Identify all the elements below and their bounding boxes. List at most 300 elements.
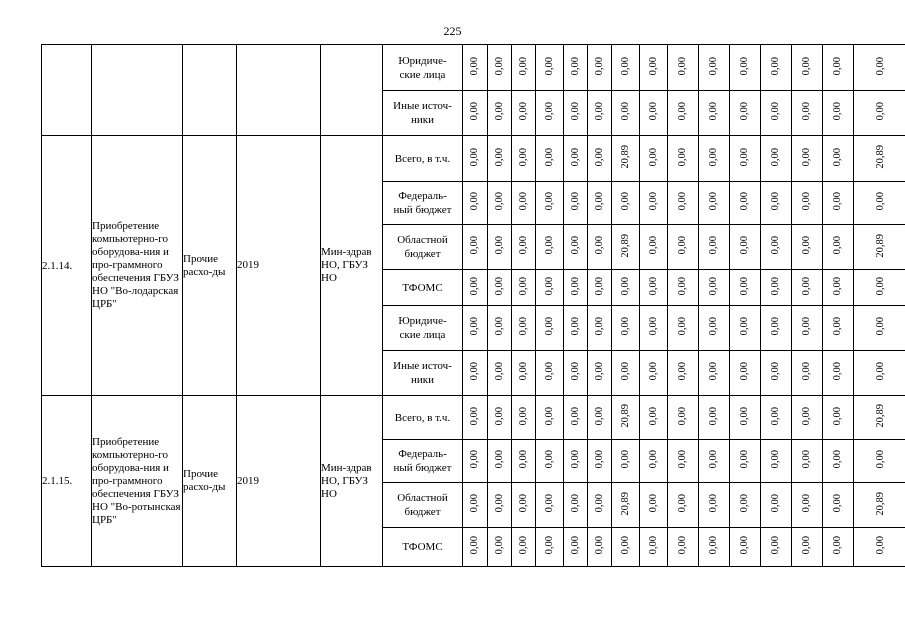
- amount-value: 0,00: [619, 56, 631, 76]
- amount-cell: [792, 182, 823, 225]
- amount-cell: [488, 528, 512, 567]
- amount-value: 0,00: [708, 192, 719, 211]
- amount-value: 0,00: [677, 536, 688, 555]
- amount-value: 0,00: [677, 56, 688, 76]
- amount-value: 0,00: [493, 317, 505, 336]
- amount-value: 0,00: [543, 317, 555, 336]
- amount-value: 0,00: [770, 147, 781, 167]
- amount-value: 0,00: [801, 147, 812, 167]
- amount-value: 0,00: [708, 406, 719, 426]
- amount-cell: [640, 270, 668, 306]
- measure-name-cell: Приобретение компьютерно-го оборудова-ния и про-граммного обеспечения ГБУЗ НО "Во-ротынская ЦРБ": [92, 396, 183, 567]
- funding-source-cell: [383, 306, 463, 351]
- measure-year-cell: [237, 45, 321, 136]
- amount-cell: [488, 182, 512, 225]
- amount-value: 0,00: [832, 276, 843, 296]
- amount-value: 0,00: [770, 362, 781, 381]
- amount-value: 0,00: [708, 317, 719, 336]
- table-row: [42, 136, 905, 182]
- amount-value: 0,00: [517, 192, 529, 211]
- amount-cell: [512, 483, 536, 528]
- amount-cell: [823, 225, 854, 270]
- amount-value: 0,00: [469, 494, 480, 513]
- amount-cell: [640, 396, 668, 440]
- amount-value: 0,00: [832, 102, 843, 121]
- amount-cell: [564, 91, 588, 136]
- amount-value: 0,00: [493, 450, 505, 469]
- table-row: [42, 45, 905, 91]
- amount-cell: [612, 136, 640, 182]
- amount-cell: [792, 440, 823, 483]
- amount-cell: [488, 440, 512, 483]
- amount-value: 0,00: [569, 236, 581, 255]
- amount-value: 0,00: [801, 56, 812, 76]
- amount-value: 0,00: [619, 192, 631, 211]
- amount-cell: [668, 136, 699, 182]
- amount-cell: [668, 528, 699, 567]
- amount-value: 0,00: [469, 406, 480, 426]
- amount-value: 0,00: [593, 147, 605, 167]
- amount-value: 0,00: [593, 362, 605, 381]
- amount-cell: [699, 483, 730, 528]
- amount-cell: [761, 483, 792, 528]
- amount-value: 0,00: [569, 147, 581, 167]
- amount-value: 0,00: [493, 406, 505, 426]
- amount-value: 0,00: [832, 317, 843, 336]
- amount-cell: [792, 270, 823, 306]
- amount-value: 20,89: [874, 404, 886, 428]
- amount-cell: [588, 396, 612, 440]
- amount-value: 0,00: [739, 192, 750, 211]
- amount-value: 0,00: [647, 276, 659, 296]
- amount-cell: [588, 136, 612, 182]
- amount-cell: [612, 45, 640, 91]
- amount-cell: [463, 351, 488, 396]
- measure-type-cell: Прочие расхо-ды: [183, 396, 237, 567]
- amount-value: 0,00: [801, 362, 812, 381]
- amount-value: 20,89: [874, 491, 886, 516]
- amount-cell: [792, 306, 823, 351]
- amount-value: 0,00: [593, 317, 605, 336]
- amount-cell: [488, 396, 512, 440]
- amount-value: 0,00: [543, 56, 555, 76]
- amount-cell: [512, 45, 536, 91]
- amount-cell: [761, 91, 792, 136]
- amount-value: 20,89: [874, 145, 886, 169]
- amount-value: 0,00: [493, 276, 505, 296]
- amount-cell: [792, 351, 823, 396]
- amount-value: 0,00: [569, 56, 581, 76]
- amount-value: 0,00: [770, 236, 781, 255]
- amount-value: 0,00: [493, 362, 505, 381]
- amount-cell: [761, 225, 792, 270]
- amount-cell: [488, 225, 512, 270]
- amount-cell: [699, 225, 730, 270]
- amount-cell: [536, 528, 564, 567]
- amount-cell: [730, 136, 761, 182]
- amount-cell: [536, 351, 564, 396]
- amount-value: 0,00: [543, 147, 555, 167]
- funding-source-label: Иные источ- ники: [393, 360, 452, 386]
- funding-source-label: Юридиче- ские лица: [398, 54, 447, 81]
- amount-cell: [512, 91, 536, 136]
- amount-value: 0,00: [677, 494, 688, 513]
- measure-exec-cell: [321, 45, 383, 136]
- amount-cell: [536, 440, 564, 483]
- amount-value: 0,00: [517, 236, 529, 255]
- amount-value: 0,00: [517, 536, 529, 555]
- funding-source-cell: [383, 483, 463, 528]
- amount-value: 0,00: [801, 536, 812, 555]
- amount-cell: [588, 306, 612, 351]
- amount-value: 0,00: [770, 450, 781, 469]
- amount-value: 0,00: [517, 362, 529, 381]
- amount-cell: [854, 270, 905, 306]
- amount-cell: [730, 396, 761, 440]
- amount-value: 0,00: [493, 56, 505, 76]
- amount-value: 20,89: [619, 491, 631, 516]
- amount-value: 0,00: [832, 406, 843, 426]
- amount-cell: [823, 182, 854, 225]
- amount-value: 0,00: [874, 317, 886, 336]
- amount-value: 0,00: [832, 362, 843, 381]
- amount-value: 0,00: [543, 536, 555, 555]
- amount-cell: [463, 45, 488, 91]
- table-row: [42, 396, 905, 440]
- amount-cell: [640, 528, 668, 567]
- amount-cell: [699, 306, 730, 351]
- amount-cell: [536, 136, 564, 182]
- amount-cell: [699, 270, 730, 306]
- amount-value: 0,00: [619, 450, 631, 469]
- amount-cell: [463, 182, 488, 225]
- measure-code-cell: 2.1.15.: [42, 396, 92, 567]
- amount-cell: [761, 351, 792, 396]
- amount-cell: [612, 270, 640, 306]
- amount-cell: [512, 136, 536, 182]
- amount-cell: [823, 483, 854, 528]
- funding-source-label: Всего, в т.ч.: [394, 152, 451, 165]
- amount-value: 0,00: [517, 406, 529, 426]
- amount-cell: [761, 440, 792, 483]
- amount-value: 0,00: [543, 494, 555, 513]
- amount-cell: [640, 306, 668, 351]
- amount-value: 0,00: [493, 494, 505, 513]
- amount-cell: [730, 306, 761, 351]
- amount-value: 0,00: [493, 236, 505, 255]
- amount-value: 0,00: [874, 536, 886, 555]
- amount-cell: [699, 91, 730, 136]
- amount-cell: [823, 396, 854, 440]
- funding-source-cell: [383, 225, 463, 270]
- amount-value: 20,89: [619, 233, 631, 258]
- amount-cell: [699, 45, 730, 91]
- page-number: 225: [443, 24, 462, 38]
- amount-value: 0,00: [677, 102, 688, 121]
- amount-cell: [699, 528, 730, 567]
- funding-source-label: Юридиче- ские лица: [398, 315, 447, 341]
- amount-cell: [536, 225, 564, 270]
- amount-cell: [536, 396, 564, 440]
- measure-type-cell: Прочие расхо-ды: [183, 136, 237, 396]
- amount-value: 0,00: [770, 192, 781, 211]
- amount-cell: [854, 182, 905, 225]
- amount-value: 0,00: [801, 494, 812, 513]
- amount-cell: [564, 225, 588, 270]
- amount-value: 0,00: [593, 494, 605, 513]
- amount-value: 0,00: [469, 56, 480, 76]
- amount-value: 0,00: [874, 362, 886, 381]
- amount-cell: [668, 270, 699, 306]
- amount-cell: [792, 528, 823, 567]
- amount-value: 0,00: [874, 102, 886, 121]
- amount-value: 0,00: [708, 536, 719, 555]
- amount-cell: [792, 396, 823, 440]
- amount-value: 0,00: [543, 450, 555, 469]
- amount-value: 20,89: [874, 233, 886, 258]
- amount-value: 0,00: [493, 536, 505, 555]
- amount-cell: [668, 351, 699, 396]
- measure-code-cell: [42, 45, 92, 136]
- amount-cell: [536, 45, 564, 91]
- amount-value: 0,00: [569, 406, 581, 426]
- amount-cell: [512, 396, 536, 440]
- amount-cell: [854, 396, 905, 440]
- amount-value: 0,00: [832, 450, 843, 469]
- amount-value: 0,00: [801, 317, 812, 336]
- amount-cell: [463, 528, 488, 567]
- amount-cell: [854, 440, 905, 483]
- amount-cell: [612, 351, 640, 396]
- amount-cell: [823, 528, 854, 567]
- amount-value: 0,00: [739, 317, 750, 336]
- amount-value: 0,00: [739, 536, 750, 555]
- amount-cell: [588, 45, 612, 91]
- amount-cell: [488, 270, 512, 306]
- amount-cell: [792, 483, 823, 528]
- amount-cell: [823, 45, 854, 91]
- amount-value: 0,00: [647, 494, 659, 513]
- amount-value: 0,00: [739, 276, 750, 296]
- amount-cell: [640, 136, 668, 182]
- funding-source-cell: [383, 528, 463, 567]
- amount-value: 0,00: [543, 276, 555, 296]
- amount-value: 0,00: [619, 317, 631, 336]
- amount-value: 0,00: [647, 536, 659, 555]
- amount-value: 0,00: [593, 450, 605, 469]
- amount-value: 0,00: [708, 56, 719, 76]
- amount-cell: [640, 483, 668, 528]
- amount-value: 0,00: [677, 450, 688, 469]
- amount-value: 0,00: [493, 102, 505, 121]
- amount-value: 0,00: [832, 236, 843, 255]
- amount-cell: [512, 351, 536, 396]
- amount-cell: [564, 136, 588, 182]
- amount-cell: [488, 45, 512, 91]
- amount-cell: [792, 45, 823, 91]
- funding-source-label: Иные источ- ники: [393, 100, 452, 126]
- amount-cell: [512, 440, 536, 483]
- amount-value: 0,00: [801, 406, 812, 426]
- amount-cell: [588, 528, 612, 567]
- funding-source-cell: [383, 396, 463, 440]
- funding-source-cell: [383, 91, 463, 136]
- amount-cell: [488, 306, 512, 351]
- amount-value: 0,00: [647, 102, 659, 121]
- amount-cell: [488, 351, 512, 396]
- amount-cell: [612, 528, 640, 567]
- amount-cell: [564, 270, 588, 306]
- amount-value: 0,00: [677, 362, 688, 381]
- amount-cell: [640, 91, 668, 136]
- measure-code-cell: 2.1.14.: [42, 136, 92, 396]
- amount-cell: [730, 440, 761, 483]
- amount-cell: [512, 182, 536, 225]
- amount-value: 0,00: [593, 102, 605, 121]
- amount-value: 0,00: [543, 362, 555, 381]
- amount-cell: [699, 351, 730, 396]
- amount-value: 0,00: [801, 102, 812, 121]
- measure-exec-cell: Мин-здрав НО, ГБУЗ НО: [321, 396, 383, 567]
- amount-value: 0,00: [677, 192, 688, 211]
- amount-cell: [699, 136, 730, 182]
- amount-cell: [536, 182, 564, 225]
- amount-cell: [761, 136, 792, 182]
- amount-value: 0,00: [543, 406, 555, 426]
- measure-name-cell: [92, 45, 183, 136]
- amount-value: 0,00: [469, 102, 480, 121]
- funding-source-label: Областной бюджет: [397, 234, 448, 260]
- amount-value: 0,00: [770, 494, 781, 513]
- amount-cell: [668, 225, 699, 270]
- amount-cell: [730, 225, 761, 270]
- amount-value: 0,00: [469, 147, 480, 167]
- funding-source-label: ТФОМС: [402, 281, 443, 294]
- amount-value: 0,00: [469, 362, 480, 381]
- amount-value: 0,00: [770, 536, 781, 555]
- amount-cell: [854, 91, 905, 136]
- amount-value: 0,00: [517, 276, 529, 296]
- amount-value: 0,00: [469, 276, 480, 296]
- funding-source-cell: [383, 270, 463, 306]
- amount-value: 0,00: [569, 102, 581, 121]
- amount-cell: [588, 440, 612, 483]
- amount-value: 0,00: [469, 317, 480, 336]
- amount-cell: [854, 483, 905, 528]
- amount-value: 0,00: [569, 276, 581, 296]
- amount-value: 0,00: [832, 192, 843, 211]
- funding-source-label: Областной бюджет: [397, 492, 448, 518]
- amount-value: 0,00: [469, 192, 480, 211]
- amount-value: 0,00: [619, 102, 631, 121]
- funding-source-label: Всего, в т.ч.: [394, 411, 451, 424]
- amount-cell: [612, 483, 640, 528]
- amount-cell: [564, 483, 588, 528]
- amount-value: 0,00: [708, 102, 719, 121]
- amount-value: 0,00: [469, 536, 480, 555]
- amount-cell: [668, 396, 699, 440]
- amount-cell: [463, 396, 488, 440]
- amount-value: 0,00: [593, 406, 605, 426]
- amount-cell: [488, 91, 512, 136]
- amount-value: 0,00: [493, 147, 505, 167]
- amount-value: 0,00: [517, 317, 529, 336]
- budget-table: [41, 44, 905, 567]
- amount-cell: [463, 136, 488, 182]
- amount-value: 0,00: [770, 317, 781, 336]
- amount-cell: [823, 270, 854, 306]
- amount-value: 0,00: [801, 276, 812, 296]
- amount-cell: [612, 306, 640, 351]
- amount-cell: [699, 182, 730, 225]
- amount-value: 0,00: [770, 102, 781, 121]
- amount-value: 0,00: [569, 192, 581, 211]
- amount-value: 0,00: [619, 362, 631, 381]
- amount-cell: [730, 91, 761, 136]
- amount-value: 0,00: [739, 406, 750, 426]
- amount-cell: [668, 306, 699, 351]
- amount-cell: [536, 270, 564, 306]
- amount-cell: [463, 440, 488, 483]
- amount-value: 0,00: [832, 494, 843, 513]
- amount-value: 0,00: [543, 102, 555, 121]
- amount-value: 0,00: [593, 56, 605, 76]
- funding-source-cell: [383, 182, 463, 225]
- amount-value: 0,00: [569, 362, 581, 381]
- amount-cell: [792, 91, 823, 136]
- funding-source-cell: [383, 136, 463, 182]
- funding-source-label: Федераль- ный бюджет: [393, 190, 452, 216]
- amount-value: 0,00: [593, 276, 605, 296]
- amount-cell: [668, 440, 699, 483]
- amount-value: 0,00: [739, 494, 750, 513]
- amount-value: 0,00: [677, 317, 688, 336]
- amount-cell: [588, 225, 612, 270]
- amount-cell: [512, 270, 536, 306]
- amount-cell: [699, 440, 730, 483]
- amount-value: 0,00: [770, 406, 781, 426]
- measure-exec-cell: Мин-здрав НО, ГБУЗ НО: [321, 136, 383, 396]
- amount-value: 0,00: [517, 102, 529, 121]
- amount-value: 0,00: [647, 147, 659, 167]
- amount-cell: [588, 91, 612, 136]
- amount-cell: [463, 91, 488, 136]
- amount-cell: [512, 306, 536, 351]
- amount-value: 0,00: [739, 362, 750, 381]
- amount-value: 0,00: [569, 317, 581, 336]
- amount-cell: [612, 91, 640, 136]
- amount-cell: [564, 440, 588, 483]
- amount-cell: [823, 91, 854, 136]
- amount-cell: [588, 270, 612, 306]
- amount-value: 0,00: [874, 276, 886, 296]
- amount-cell: [588, 351, 612, 396]
- amount-cell: [564, 396, 588, 440]
- amount-cell: [668, 91, 699, 136]
- amount-cell: [730, 270, 761, 306]
- amount-value: 0,00: [543, 192, 555, 211]
- amount-value: 0,00: [619, 536, 631, 555]
- amount-value: 0,00: [647, 192, 659, 211]
- amount-value: 0,00: [801, 192, 812, 211]
- funding-source-label: Федераль- ный бюджет: [393, 448, 452, 474]
- amount-cell: [612, 225, 640, 270]
- amount-value: 0,00: [801, 450, 812, 469]
- amount-cell: [512, 528, 536, 567]
- amount-value: 20,89: [619, 145, 631, 169]
- amount-value: 0,00: [647, 450, 659, 469]
- amount-value: 0,00: [708, 147, 719, 167]
